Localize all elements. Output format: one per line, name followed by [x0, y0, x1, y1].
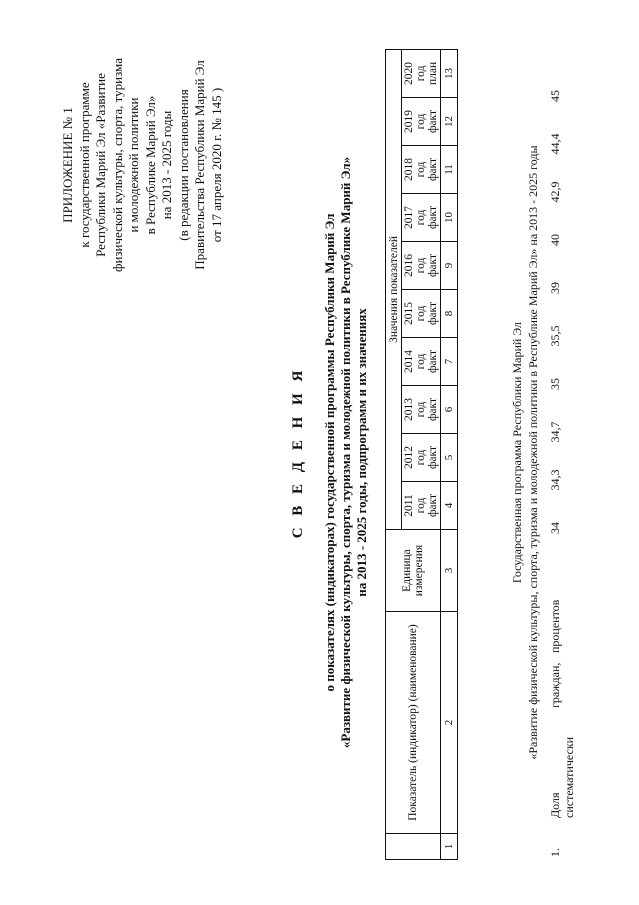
heading-line-1: о показателях (индикаторах) государственной программы Республики Марий Эл	[322, 213, 337, 692]
row-value: 35	[548, 378, 562, 390]
column-number: 4	[441, 482, 458, 530]
year-header	[402, 242, 441, 290]
column-number: 11	[441, 146, 458, 194]
column-number: 7	[441, 338, 458, 386]
year-header	[402, 194, 441, 242]
year-header	[402, 386, 441, 434]
year-unit: год	[415, 209, 427, 226]
year-label: 2020	[403, 61, 415, 85]
year-label: 2019	[403, 110, 415, 133]
year-unit: год	[415, 65, 427, 82]
row-value: 34,3	[548, 469, 562, 491]
document-title: С В Е Д Е Н И Я	[290, 366, 306, 539]
indicator-word: Доля	[548, 792, 562, 818]
year-header	[402, 482, 441, 530]
column-number: 3	[441, 530, 458, 612]
indicator-word: граждан,	[548, 662, 562, 708]
row-value: 42,9	[548, 181, 562, 203]
appendix-line: (в редакции постановления	[175, 89, 191, 241]
year-kind: факт	[427, 301, 439, 326]
section-title-line-2: «Развитие физической культуры, спорта, туризма и молодежной политики в Республике Марий Эл» на 2013 - 2025 годы	[526, 145, 540, 760]
year-kind: факт	[427, 157, 439, 182]
year-kind: факт	[427, 397, 439, 422]
header-cell-indicator: Показатель (индикатор) (наименование)	[386, 612, 441, 834]
row-unit: процентов	[548, 599, 562, 653]
row-value: 35,5	[548, 325, 562, 347]
row-value: 34	[548, 522, 562, 534]
year-unit: год	[415, 497, 427, 514]
year-kind: план	[427, 61, 439, 86]
appendix-line: Республики Марий Эл «Развитие	[93, 73, 108, 257]
row-value: 34,7	[548, 421, 562, 443]
year-kind: факт	[427, 205, 439, 230]
year-header	[402, 146, 441, 194]
year-label: 2011	[403, 494, 415, 517]
header-cell-number	[386, 834, 441, 860]
year-kind: факт	[427, 109, 439, 134]
year-label: 2012	[403, 446, 415, 469]
year-kind: факт	[427, 445, 439, 470]
year-unit: год	[415, 257, 427, 274]
column-number: 12	[441, 98, 458, 146]
heading-line-3: на 2013 - 2025 годы, подпрограмм и их значениях	[354, 308, 369, 597]
column-number: 1	[441, 834, 458, 860]
appendix-line: Правительства Республики Марий Эл	[192, 60, 207, 270]
header-cell-unit: Единица измерения	[386, 530, 441, 612]
year-kind: факт	[427, 493, 439, 518]
indicators-table	[385, 49, 458, 860]
year-unit: год	[415, 401, 427, 418]
year-header	[402, 98, 441, 146]
year-label: 2013	[403, 398, 415, 421]
year-kind: факт	[427, 349, 439, 374]
year-label: 2016	[403, 254, 415, 277]
appendix-line: к государственной программе	[76, 82, 92, 248]
year-header	[402, 290, 441, 338]
year-unit: год	[415, 353, 427, 370]
appendix-line: и молодежной политики	[126, 97, 141, 233]
row-value: 44,4	[548, 133, 562, 155]
appendix-line: в Республике Марий Эл»	[142, 95, 158, 235]
appendix-block	[60, 30, 225, 300]
column-number: 2	[441, 612, 458, 834]
column-number: 8	[441, 290, 458, 338]
year-header	[402, 434, 441, 482]
section-title-line-1: Государственная программа Республики Марий Эл	[510, 321, 524, 584]
year-unit: год	[415, 305, 427, 322]
year-header	[402, 49, 441, 97]
year-label: 2014	[403, 350, 415, 373]
column-number: 13	[441, 49, 458, 97]
header-cell-values: Значения показателей	[386, 49, 402, 529]
heading-line-2: «Развитие физической культуры, спорта, туризма и молодежной политики в Республике Марий Эл»	[338, 156, 353, 749]
year-unit: год	[415, 113, 427, 130]
appendix-line: от 17 апреля 2020 г. № 145 )	[208, 87, 224, 243]
row-value: 40	[548, 234, 562, 246]
row-number: 1.	[548, 848, 562, 857]
appendix-line: на 2013 - 2025 годы	[159, 110, 174, 220]
appendix-line: физической культуры, спорта, туризма	[109, 58, 125, 272]
year-kind: факт	[427, 253, 439, 278]
year-label: 2015	[403, 302, 415, 325]
appendix-line: ПРИЛОЖЕНИЕ № 1	[60, 107, 75, 223]
column-number: 6	[441, 386, 458, 434]
year-unit: год	[415, 449, 427, 466]
indicator-word: систематически	[562, 736, 576, 818]
column-number: 5	[441, 434, 458, 482]
column-number: 10	[441, 194, 458, 242]
column-number: 9	[441, 242, 458, 290]
year-label: 2018	[403, 158, 415, 181]
row-value: 45	[548, 90, 562, 102]
year-header	[402, 338, 441, 386]
row-value: 39	[548, 282, 562, 294]
year-unit: год	[415, 161, 427, 178]
year-label: 2017	[403, 206, 415, 229]
